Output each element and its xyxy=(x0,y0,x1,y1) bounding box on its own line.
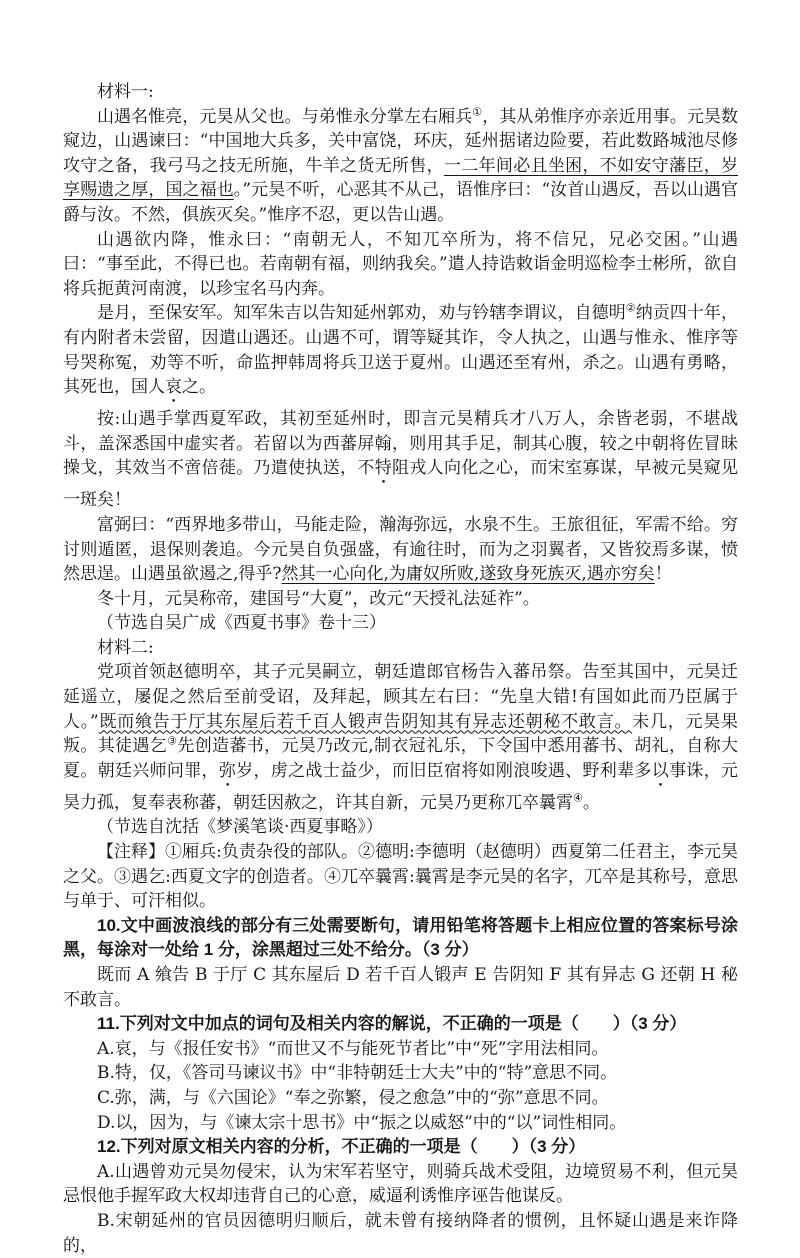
question-11-option-b: B.特，仅，《答司马谏议书》中“非特朝廷士大夫”中的“特”意思不同。 xyxy=(97,1063,618,1084)
question-11-option-c: C.弥，满，与《六国论》“奉之弥繁，侵之愈急”中的“弥”意思不同。 xyxy=(97,1087,609,1108)
material-1-paragraph-6: 冬十月，元昊称帝，建国号“大夏”，改元“天授礼法延祚”。 xyxy=(97,588,540,609)
question-10-stem: 10.文中画波浪线的部分有三处需要断句，请用铅笔将答题卡上相应位置的答案标号涂黑，每涂对一处给 1 分，涂黑超过三处不给分。（3 分） xyxy=(63,915,738,960)
material-2-heading: 材料二: xyxy=(97,637,154,658)
question-12-option-b: B.宋朝延州的官员因德明归顺后，就未曾有接纳降者的惯例，且怀疑山遇是来诈降的， xyxy=(63,1210,738,1256)
question-10-break-options-line: 既而 A 飨告 B 于厅 C 其东屋后 D 若千百人锻声 E 告阴知 F 其有异志 G 还朝 H 秘不敢言。 xyxy=(63,965,738,1010)
question-11-stem: 11.下列对文中加点的词句及相关内容的解说，不正确的一项是（ ）（3 分） xyxy=(97,1014,687,1034)
material-1-source-line: （节选自吴广成《西夏书事》卷十三） xyxy=(97,613,386,634)
material-1-heading: 材料一: xyxy=(97,82,154,102)
material-2-paragraph-1: 党项首领赵德明卒，其子元昊嗣立，朝廷遣郎官杨告入蕃吊祭。告至其国中，元昊迁延遥立，屡促之然后至前受诏，及拜起，顾其左右曰：“先皇大错!有国如此而乃臣属于人。”既而飨告于厅其东屋后若千百人锻声告阴知其有异志还朝秘不敢言。未几，元昊果叛。其徒遇乞③先创造蕃书，元昊乃改元,制衣冠礼乐，下令国中悉用蕃书、胡礼，自称大夏。朝廷兴师问罪，弥岁，虏之战士益少，而旧臣宿将如刚浪唆遇、野利辈多以事诛，元昊力孤，复奉表称蕃，朝廷因赦之，许其自新，元昊乃更称兀卒曩霄④。 xyxy=(63,662,739,813)
material-2-source-line: （节选自沈括《梦溪笔谈·西夏事略》） xyxy=(97,817,383,838)
material-1-fubi-quote-paragraph: 富弼曰：“西界地多带山，马能走险，瀚海弥远，水泉不生。王旅徂征，军需不给。穷讨则遁匿，退保则袭追。今元昊自负强盛，有逾往时，而为之羽翼者，又皆狡焉多谋，愤然思逞。山遇虽欲遏之,得乎?然其一心向化,为庸奴所败,遂致身死族灭,遇亦穷矣！ xyxy=(63,514,738,585)
question-12-stem: 12.下列对原文相关内容的分析，不正确的一项是（ ）（3 分） xyxy=(97,1137,586,1157)
question-12-option-a: A.山遇曾劝元昊勿侵宋，认为宋军若坚守，则骑兵战术受阻，边境贸易不利，但元昊忌恨他手握军政大权却违背自己的心意，威逼利诱惟序诬告他谋反。 xyxy=(63,1161,738,1207)
question-11-option-a: A.哀，与《报任安书》“而世又不与能死节者比”中“死”字用法相同。 xyxy=(97,1038,609,1059)
question-11-option-d: D.以，因为，与《谏太宗十思书》中“振之以威怒”中的“以”词性相同。 xyxy=(97,1112,627,1133)
material-1-paragraph-1: 山遇名惟亮，元昊从父也。与弟惟永分掌左右厢兵①，其从弟惟序亦亲近用事。元昊数窥边，山遇谏曰：“中国地大兵多，关中富饶，环庆，延州据诸边险要，若此数路城池尽修攻守之备，我弓马之技无所施，牛羊之货无所售，一二年间必且坐困，不如安守藩臣，岁享赐遗之厚，国之福也。”元昊不听，心恶其不从己，语惟序曰：“汝首山遇反，吾以山遇官爵与汝。不然，俱族灭矣。”惟序不忍，更以告山遇。 xyxy=(63,104,739,225)
material-1-paragraph-2: 山遇欲内降，惟永曰：“南朝无人，不知兀卒所为，将不信兄，兄必交困。”山遇曰：“事至此，不得已也。若南朝有福，则纳我矣。”遣人持诰敕诣金明巡检李士彬所，欲自将兵扼黄河南渡，以珍宝名马内奔。 xyxy=(63,229,738,299)
material-1-commentary-paragraph: 按:山遇手掌西夏军政，其初至延州时，即言元昊精兵才八万人，余皆老弱，不堪战斗，盖深悉国中虚实者。若留以为西蕃屏翰，则用其手足，制其心腹，较之中朝将佐冒昧操戈，其效当不啻倍蓰。乃遣使执送，不特阻戎人向化之心，而宋室寡谋，早被元昊窥见一斑矣！ xyxy=(63,409,739,511)
material-1-paragraph-3: 是月，至保安军。知军朱吉以告知延州郭劝，劝与钤辖李谓议，自德明②纳贡四十年，有内附者未尝留，因遣山遇还。山遇不可，谓等疑其诈，令人执之，山遇与惟永、惟序等号哭称冤，劝等不听，命监押韩周将兵卫送于夏州。山遇还至宥州，杀之。山遇有勇略，其死也，国人哀之。 xyxy=(63,301,738,398)
annotations-paragraph: 【注释】①厢兵:负责杂役的部队。②德明:李德明（赵德明）西夏第二任君主，李元昊之父。③遇乞:西夏文字的创造者。④兀卒曩霄:曩霄是李元昊的名字，兀卒是其称号，意思与单于、可汗相似。 xyxy=(63,842,738,912)
